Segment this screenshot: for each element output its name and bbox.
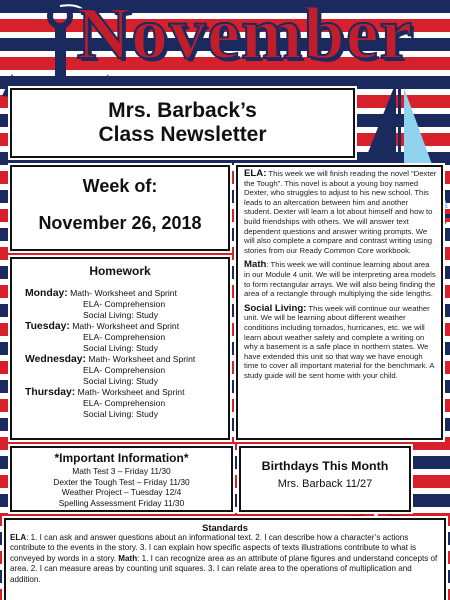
subjects-box	[236, 165, 443, 440]
week-label: Week of:	[82, 176, 158, 196]
homework-day-wednesday: Wednesday: Math- Worksheet and Sprint	[25, 354, 196, 365]
important-info-line: Spelling Assessment Friday 11/30	[58, 497, 185, 508]
important-info-line: Weather Project – Tuesday 12/4	[61, 487, 182, 497]
standards-title: Standards	[202, 522, 248, 533]
important-info-box	[10, 446, 233, 512]
homework-item: ELA- Comprehension	[83, 365, 166, 375]
birthdays-box	[239, 446, 411, 512]
homework-title: Homework	[89, 264, 151, 278]
newsletter-title-line1: Mrs. Barback’s	[108, 99, 257, 122]
newsletter-title-box	[10, 88, 355, 158]
week-date: November 26, 2018	[38, 213, 202, 233]
standards-text: ELA: 1. I can ask and answer questions about an informational text. 2. I can describe how a character’s actions contribute to the events in the story. 3. I can explain how specific aspects of texts illustrations contribute to what is conveyed by words in a story. Math: 1. I can recognize area as an attribute of plane figures and understand concepts of area. 2. I can measure areas by counting unit squares. 3. I can relate area to the operations of multiplication and addition.	[10, 533, 438, 584]
important-info-line: Dexter the Tough Test – Friday 11/30	[53, 476, 190, 487]
homework-day-thursday: Thursday: Math- Worksheet and Sprint	[25, 387, 185, 398]
homework-item: ELA- Comprehension	[83, 332, 166, 342]
homework-item: Social Living: Study	[83, 376, 158, 386]
newsletter-title-line2: Class Newsletter	[98, 123, 267, 146]
week-box	[10, 165, 230, 251]
standards-box	[4, 518, 446, 600]
homework-item: Social Living: Study	[83, 409, 158, 419]
homework-item: ELA- Comprehension	[83, 398, 166, 408]
homework-day-monday: Monday: Math- Worksheet and Sprint	[25, 288, 177, 299]
homework-item: ELA- Comprehension	[83, 299, 166, 309]
important-info-line: Math Test 3 – Friday 11/30	[72, 466, 171, 476]
subject-math: Math: This week we will continue learning about area in our Module 4 unit. We will be interpreting area models to form rectangular arrays. We will also being finding the area of a rectangle through multiplying the side lengths.	[244, 259, 436, 299]
birthday-entry: Mrs. Barback 11/27	[277, 478, 373, 490]
homework-item: Social Living: Study	[83, 310, 158, 320]
homework-box	[10, 257, 230, 440]
homework-day-tuesday: Tuesday: Math- Worksheet and Sprint	[25, 321, 180, 332]
birthdays-title: Birthdays This Month	[261, 459, 389, 473]
subject-social-living: Social Living: This week will continue our weather unit. We will be learning about different weather conditions including tornados, hurricanes, etc. we will learn about weather safety and complete a writing on why a basement is a safe place in northern states. We have extended this unit so that way we have enough time to cover all important material for the benchmark. A study guide will be sent home with your child.	[244, 302, 435, 380]
month-title: November	[76, 0, 414, 75]
important-info-title: *Important Information*	[54, 451, 189, 465]
homework-item: Social Living: Study	[83, 343, 158, 353]
subject-ela: ELA: This week we will finish reading the novel “Dexter the Tough”. This novel is about a young boy named Dexter, who struggles to adjust to his new school. This leads to an altercation between him and another student. Dexter will learn a lot about himself and how to build friendships with others. We will answer text dependent questions and answer writing prompts. We will also complete a compare and contrast writing using stories from our Ready Common Core workbook.	[244, 168, 437, 255]
